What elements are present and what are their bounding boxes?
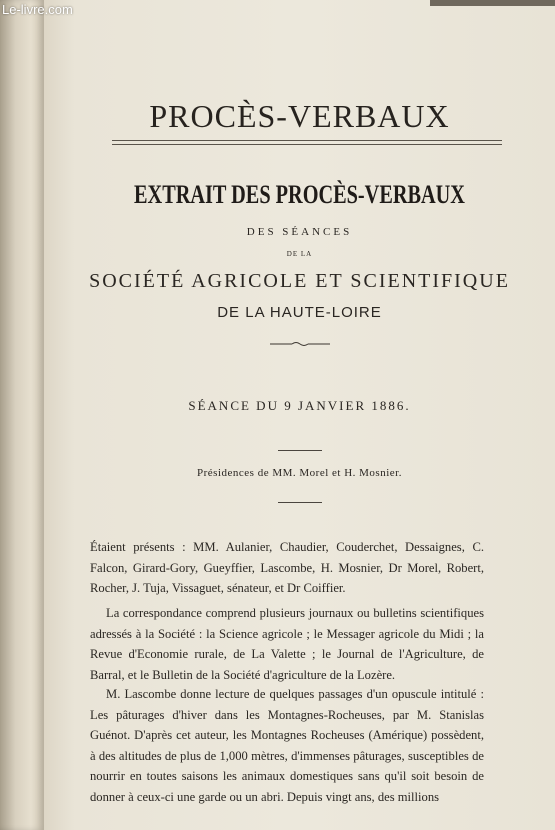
- society-name: SOCIÉTÉ AGRICOLE ET SCIENTIFIQUE: [89, 270, 510, 292]
- paragraph-attendees: Étaient présents : MM. Aulanier, Chaudier, Couderchet, Dessaignes, C. Falcon, Girard-Gory, Gueyffier, Lascombe, H. Mosnier, Dr Morel, Robert, Rocher, J. Tuja, Vissaguet, sénateur, et Dr Coiffier.: [90, 540, 484, 595]
- session-date: SÉANCE DU 9 JANVIER 1886.: [188, 398, 411, 413]
- page-title: PROCÈS-VERBAUX: [149, 98, 450, 134]
- subheading-des-seances: DES SÉANCES: [246, 226, 353, 238]
- presidences-line: Présidences de MM. Morel et H. Mosnier.: [197, 467, 402, 479]
- page-edge-shadow: [430, 0, 555, 6]
- book-spine: [0, 0, 44, 830]
- section-heading: EXTRAIT DES PROCÈS-VERBAUX: [134, 180, 465, 209]
- divider-rule: [278, 450, 322, 451]
- paragraph-lascombe: M. Lascombe donne lecture de quelques passages d'un opuscule intitulé : Les pâturages d'hiver dans les Montagnes-Rocheuses, par M. Stanislas Guénot. D'après cet auteur, les Montagnes Rocheuses (Amérique) possèdent, à des altitudes de plus de 1,000 mètres, d'immenses pâturages, susceptibles de nourrir en toutes saisons les animaux domestiques sans qu'il soit besoin de donner à ceux-ci une garde ou un abri. Depuis vingt ans, des millions: [90, 687, 484, 804]
- ornament-divider: [270, 341, 330, 347]
- society-region: DE LA HAUTE-LOIRE: [217, 304, 382, 321]
- divider-rule: [278, 502, 322, 503]
- watermark: Le-livre.com: [2, 2, 73, 17]
- subheading-de-la: DE LA: [286, 250, 313, 258]
- title-rule: [112, 140, 502, 145]
- paragraph-correspondence: La correspondance comprend plusieurs journaux ou bulletins scientifiques adressés à la Société : la Science agricole ; le Messager agricole du Midi ; la Revue d'Economie rurale, de La Valette ; le Journal de l'Agriculture, de Barral, et le Bulletin de la Société d'agriculture de la Lozère.: [90, 606, 484, 682]
